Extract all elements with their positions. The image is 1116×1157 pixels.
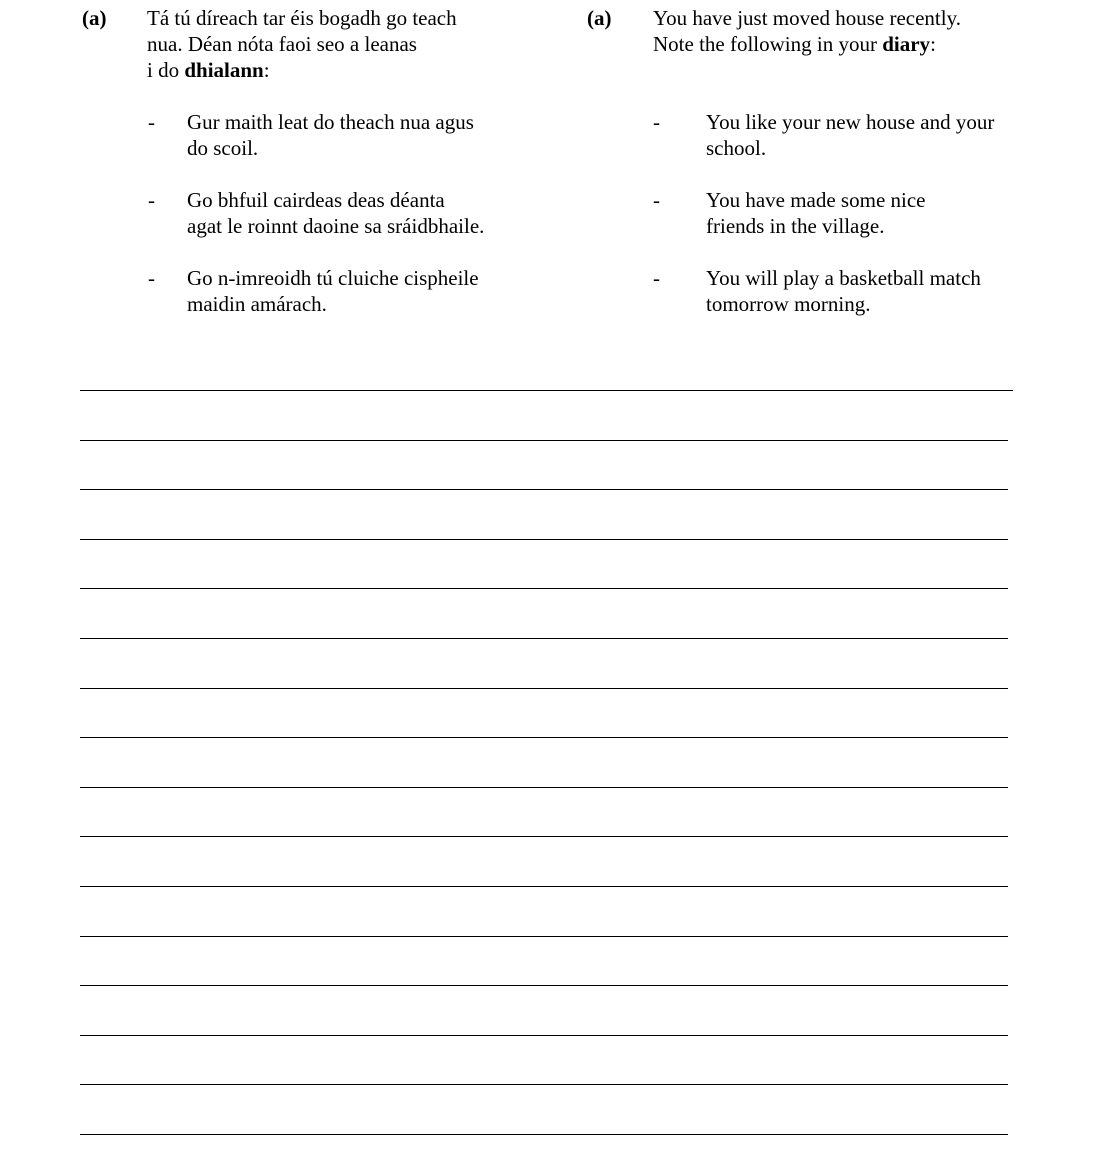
intro-colon: : <box>930 32 936 56</box>
answer-line[interactable] <box>80 688 1008 689</box>
bullet-dash: - <box>148 266 155 290</box>
answer-line[interactable] <box>80 1084 1008 1085</box>
intro-line: nua. Déan nóta faoi seo a leanas <box>147 32 417 56</box>
bullet-line: do scoil. <box>187 136 259 160</box>
bullet-line: You have made some nice <box>706 188 926 212</box>
answer-line[interactable] <box>80 638 1008 639</box>
answer-line[interactable] <box>80 836 1008 837</box>
intro-bold-word: dhialann <box>184 58 264 82</box>
intro-bold-word: diary <box>882 32 931 56</box>
answer-line[interactable] <box>80 390 1013 391</box>
bullet-text <box>706 187 926 239</box>
answer-line[interactable] <box>80 489 1008 490</box>
answer-line[interactable] <box>80 440 1008 441</box>
bullet-line: Go n-imreoidh tú cluiche cispheile <box>187 266 479 290</box>
bullet-dash: - <box>148 110 155 134</box>
bullet-text <box>187 187 484 239</box>
answer-line[interactable] <box>80 588 1008 589</box>
question-intro <box>147 5 527 83</box>
bullet-line: maidin amárach. <box>187 292 327 316</box>
answer-line[interactable] <box>80 737 1008 738</box>
answer-line[interactable] <box>80 787 1008 788</box>
intro-colon: : <box>263 58 270 82</box>
answer-line[interactable] <box>80 886 1008 887</box>
intro-text: Note the following in your <box>653 32 883 56</box>
bullet-dash: - <box>653 266 660 290</box>
bullet-line: agat le roinnt daoine sa sráidbhaile. <box>187 214 485 238</box>
answer-line[interactable] <box>80 1134 1008 1135</box>
bullet-line: Go bhfuil cairdeas deas déanta <box>187 188 445 212</box>
bullet-line: You like your new house and your <box>706 110 995 134</box>
intro-line: You have just moved house recently. <box>653 6 961 30</box>
intro-line <box>147 57 527 83</box>
bullet-text <box>706 109 994 161</box>
question-label: (a) <box>587 6 612 30</box>
bullet-line: You will play a basketball match <box>706 266 981 290</box>
bullet-line: friends in the village. <box>706 214 885 238</box>
question-intro <box>653 5 1053 57</box>
bullet-text <box>187 265 479 317</box>
bullet-dash: - <box>653 110 660 134</box>
answer-line[interactable] <box>80 985 1008 986</box>
bullet-line: tomorrow morning. <box>706 292 871 316</box>
answer-line[interactable] <box>80 1035 1008 1036</box>
intro-line: Tá tú díreach tar éis bogadh go teach <box>147 6 457 30</box>
intro-text: i do <box>147 58 185 82</box>
bullet-dash: - <box>653 188 660 212</box>
bullet-dash: - <box>148 188 155 212</box>
intro-line <box>653 31 1053 57</box>
bullet-line: Gur maith leat do theach nua agus <box>187 110 474 134</box>
question-label: (a) <box>82 6 107 30</box>
answer-line[interactable] <box>80 539 1008 540</box>
bullet-text <box>706 265 981 317</box>
bullet-line: school. <box>706 136 767 160</box>
bullet-text <box>187 109 474 161</box>
answer-line[interactable] <box>80 936 1008 937</box>
